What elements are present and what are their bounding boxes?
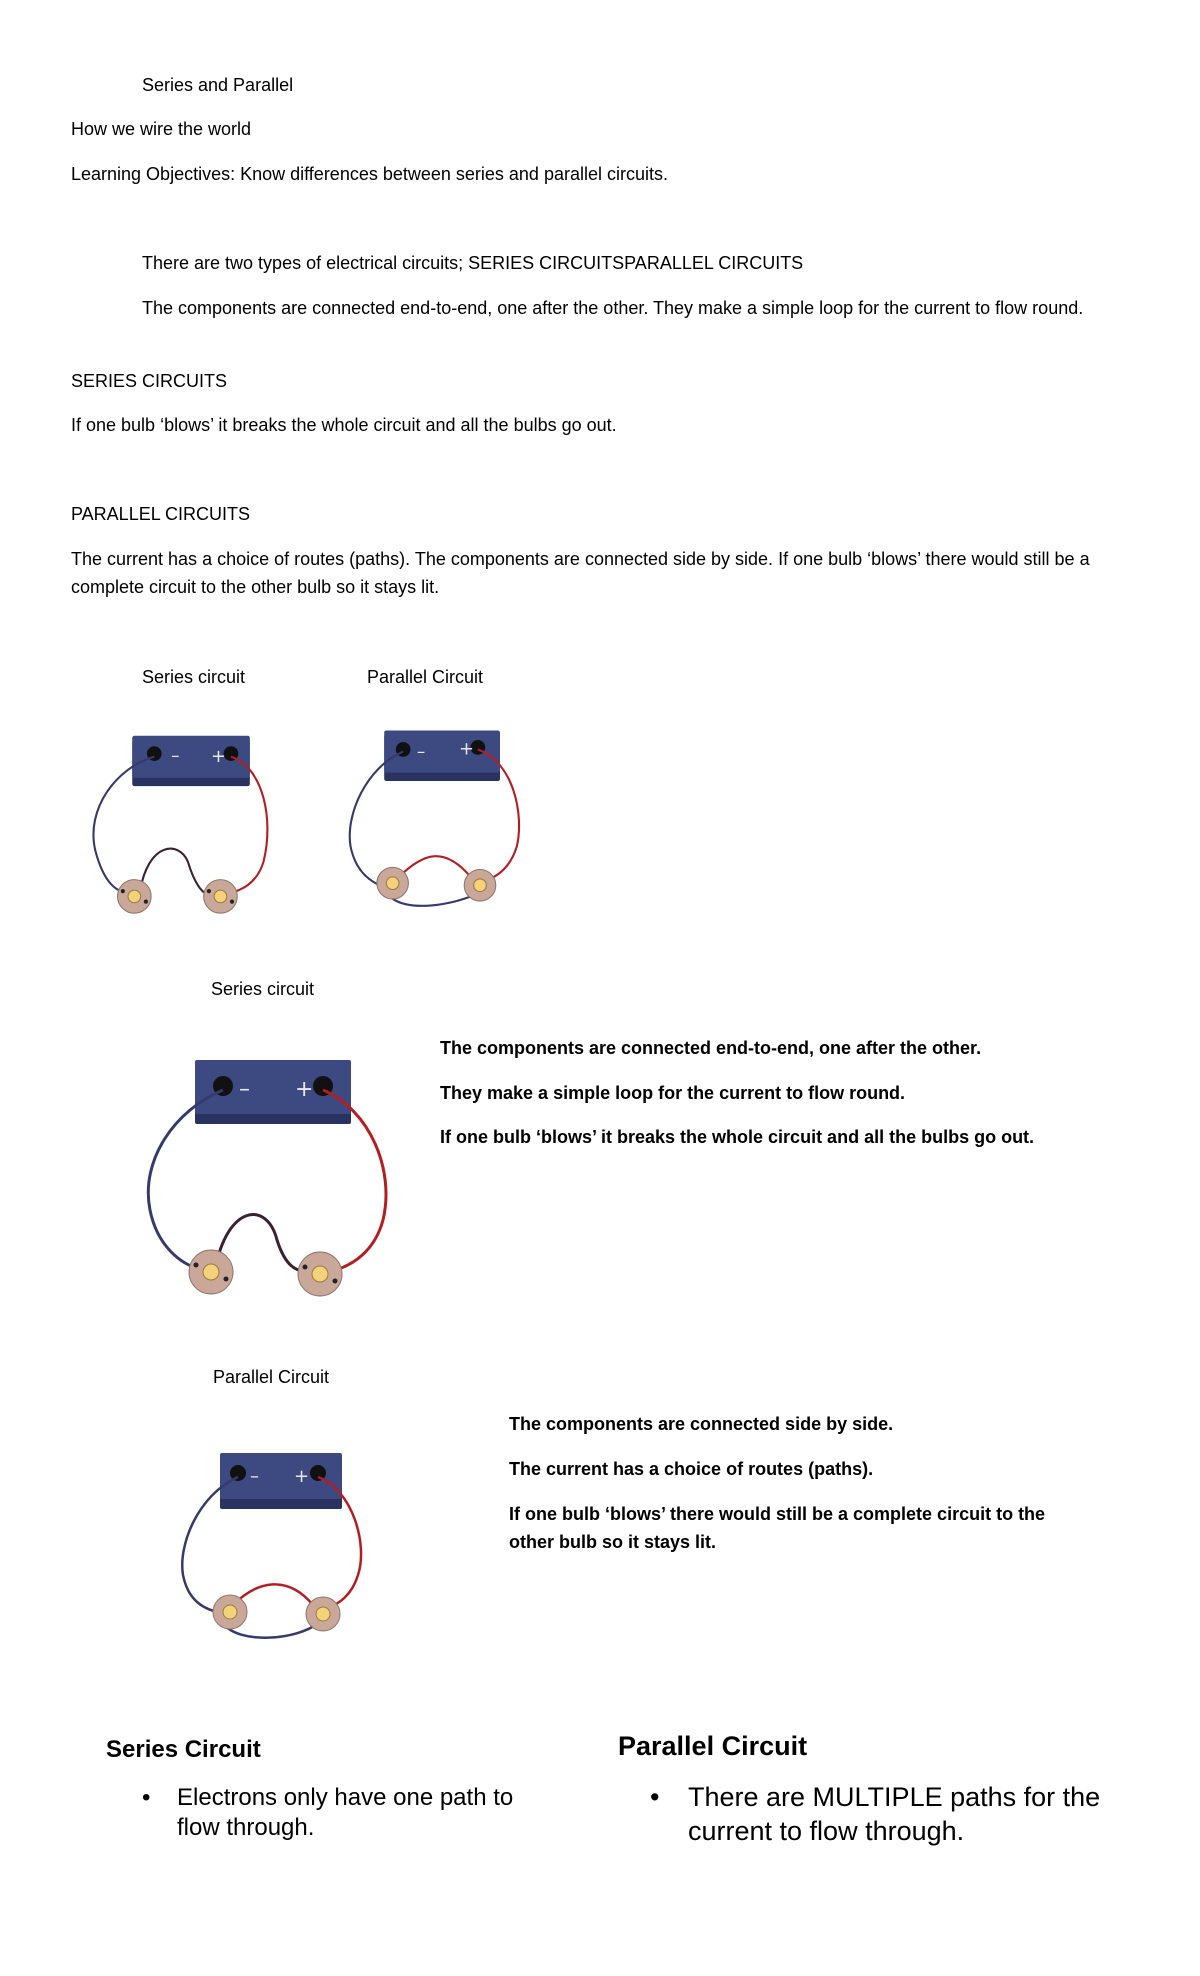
battery-plus-label: + [294, 1466, 310, 1487]
learning-objectives: Learning Objectives: Know differences between series and parallel circuits. [71, 164, 668, 184]
small-series-circuit-image [85, 725, 295, 925]
parallel-figure-label: Parallel Circuit [213, 1367, 330, 1387]
small-parallel-circuit-image [340, 720, 540, 920]
small-series-label: Series circuit [142, 667, 246, 687]
battery-minus-label: – [239, 1077, 250, 1102]
summary-series-list [142, 1783, 562, 1843]
doc-title: Series and Parallel [142, 75, 294, 95]
bullet-icon: • [142, 1784, 151, 1811]
series-figure-label: Series circuit [211, 979, 315, 999]
bulb-icon [306, 1597, 340, 1631]
battery-icon [220, 1453, 342, 1509]
parallel-description: The current has a choice of routes (paths). The components are connected side by side. If one bulb ‘blows’ there would still be a complete circuit to the other bulb so it stays lit. [71, 549, 1090, 597]
bullet-icon: • [650, 1782, 660, 1812]
battery-icon [384, 731, 500, 782]
list-item [142, 1783, 562, 1843]
battery-minus-label: – [250, 1466, 259, 1487]
battery-icon [132, 736, 250, 786]
battery-plus-label: + [211, 746, 226, 767]
battery-minus-label: – [416, 740, 426, 761]
summary-parallel-list [650, 1780, 1120, 1848]
wire-between-bulbs [140, 849, 211, 896]
bulb-icon [298, 1252, 342, 1296]
doc-subtitle: How we wire the world [71, 119, 252, 139]
small-parallel-label: Parallel Circuit [367, 667, 484, 687]
summary-series-title: Series Circuit [106, 1736, 261, 1763]
parallel-heading: PARALLEL CIRCUITS [71, 504, 251, 524]
battery-minus-label: – [171, 744, 180, 765]
bulb-icon [118, 880, 152, 914]
circuit-types-line: There are two types of electrical circuits; SERIES CIRCUITSPARALLEL CIRCUITS [142, 253, 804, 273]
series-note-1: The components are connected end-to-end, one after the other. [440, 1038, 982, 1058]
bulb-icon [377, 867, 409, 899]
parallel-circuit-image [178, 1445, 378, 1655]
series-note-2: They make a simple loop for the current to flow round. [440, 1083, 906, 1103]
battery-plus-label: + [295, 1077, 314, 1102]
bulb-icon [464, 869, 496, 901]
summary-parallel-point: There are MULTIPLE paths for the current to flow through. [688, 1782, 1101, 1846]
series-heading: SERIES CIRCUITS [71, 371, 228, 391]
wire-parallel-top [398, 856, 472, 878]
series-blow-text: If one bulb ‘blows’ it breaks the whole circuit and all the bulbs go out. [71, 415, 617, 435]
parallel-note-2: The current has a choice of routes (paths). [509, 1459, 874, 1479]
bulb-icon [189, 1250, 233, 1294]
parallel-note-1: The components are connected side by side. [509, 1414, 894, 1434]
series-note-3: If one bulb ‘blows’ it breaks the whole circuit and all the bulbs go out. [440, 1127, 1035, 1147]
wire-parallel-top [233, 1584, 313, 1605]
bulb-icon [204, 880, 238, 914]
bulb-icon [213, 1595, 247, 1629]
list-item [650, 1780, 1120, 1848]
battery-plus-label: + [458, 738, 474, 760]
series-circuit-image [145, 1050, 405, 1310]
summary-series-point: Electrons only have one path to flow through. [177, 1784, 514, 1841]
summary-parallel-title: Parallel Circuit [618, 1731, 808, 1761]
parallel-note-3: If one bulb ‘blows’ there would still be a complete circuit to the other bulb so it stays lit. [509, 1504, 1046, 1552]
series-description: The components are connected end-to-end, one after the other. They make a simple loop for the current to flow round. [142, 298, 1084, 318]
